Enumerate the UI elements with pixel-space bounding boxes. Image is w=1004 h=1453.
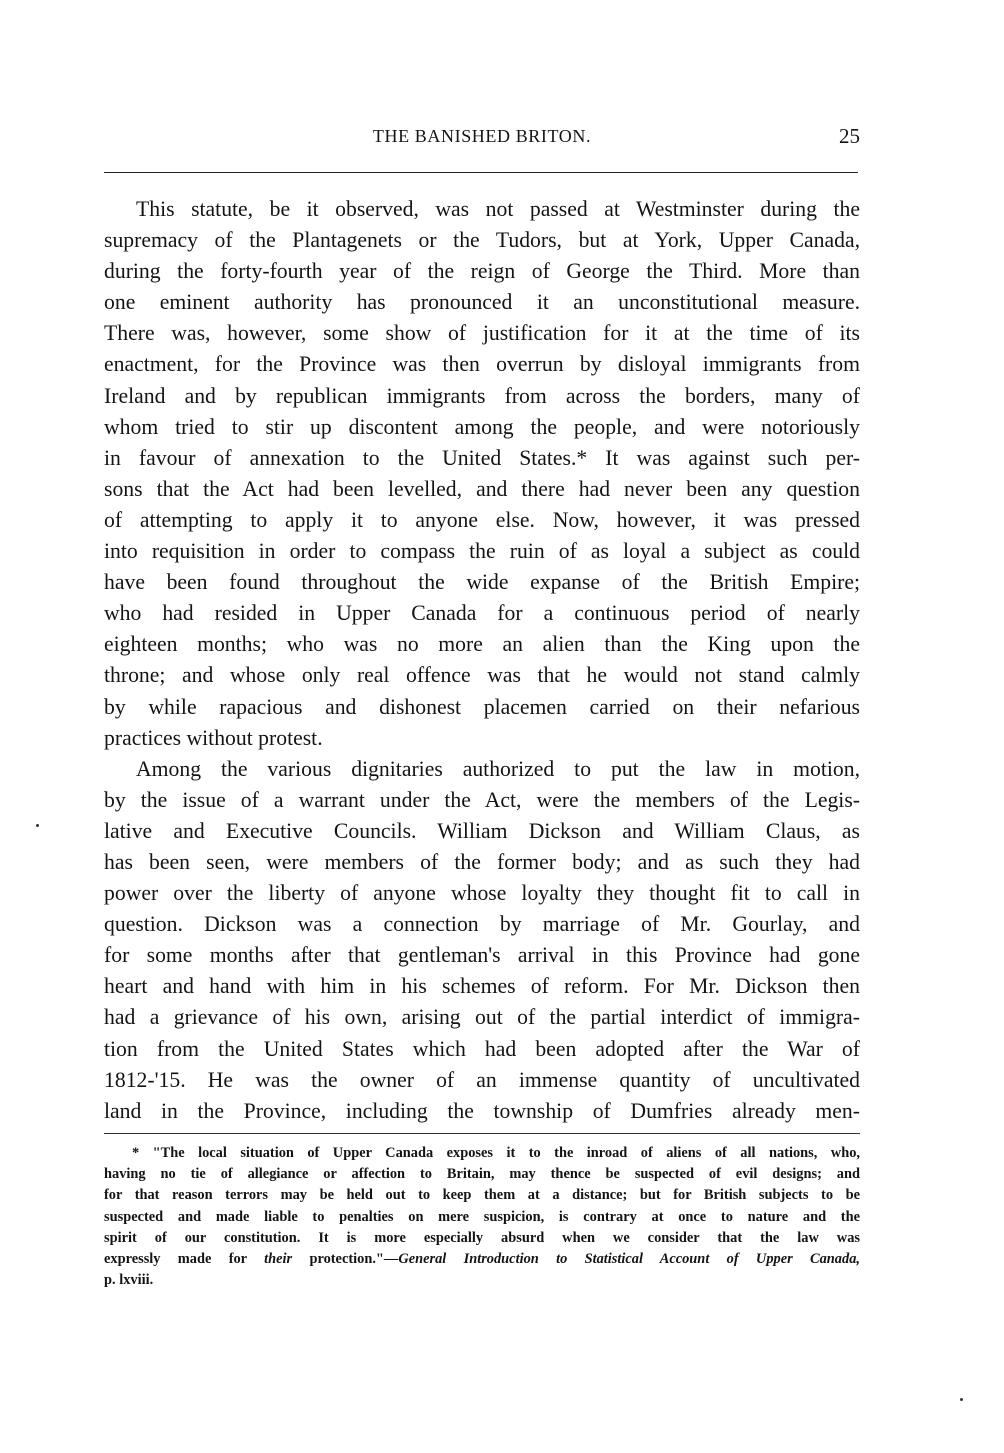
text-line: This statute, be it observed, was not passed at Westminster during the (136, 197, 860, 221)
text-line: of attempting to apply it to anyone else. Now, however, it was pressed (104, 507, 860, 532)
footnote-page-ref: p. lxviii. (104, 1272, 154, 1289)
page-number: 25 (839, 124, 860, 148)
text-line: has been seen, were members of the former body; and as such they had (104, 849, 860, 874)
text-line: sons that the Act had been levelled, and there had never been any question (104, 476, 860, 501)
text-line: during the forty-fourth year of the reign of George the Third. More than (104, 259, 860, 284)
text-line: question. Dickson was a connection by marriage of Mr. Gourlay, and (104, 912, 860, 937)
text-line: 1812-'15. He was the owner of an immense quantity of uncultivated (104, 1067, 860, 1092)
text-line: eighteen months; who was no more an alien than the King upon the (104, 632, 860, 657)
text-line: have been found throughout the wide expanse of the British Empire; (104, 570, 860, 595)
scan-speck (36, 824, 39, 827)
text-line: in favour of annexation to the United States.* It was against such per- (104, 445, 860, 470)
scan-speck (960, 1398, 963, 1401)
footnote-line: * "The local situation of Upper Canada exposes it to the inroad of aliens of all nations, who, (132, 1145, 860, 1161)
text-line: practices without protest. (104, 725, 323, 750)
running-title: THE BANISHED BRITON. (372, 126, 592, 146)
footnote-text: protection."— (292, 1251, 399, 1268)
text-line: supremacy of the Plantagenets or the Tudors, but at York, Upper Canada, (104, 228, 860, 253)
main-text (104, 194, 860, 1127)
text-line: had a grievance of his own, arising out of the partial interdict of immigra- (104, 1005, 860, 1030)
footnote-rule (104, 1133, 860, 1134)
text-line: There was, however, some show of justification for it at the time of its (104, 321, 860, 346)
text-line: power over the liberty of anyone whose loyalty they thought fit to call in (104, 881, 860, 906)
footnote-line: having no tie of allegiance or affection to Britain, may thence be suspected of evil designs; and (104, 1166, 860, 1183)
paragraph-2 (104, 754, 860, 1127)
text-line: enactment, for the Province was then overrun by disloyal immigrants from (104, 352, 860, 377)
footnote-line: suspected and made liable to penalties on mere suspicion, is contrary at once to nature and the (104, 1208, 860, 1225)
text-line: lative and Executive Councils. William Dickson and William Claus, as (104, 818, 860, 843)
text-line: throne; and whose only real offence was that he would not stand calmly (104, 663, 860, 688)
footnote-citation-line (104, 1249, 860, 1270)
running-header (104, 126, 860, 156)
text-line: whom tried to stir up discontent among the people, and were notoriously (104, 414, 860, 439)
footnote-emphasis: their (264, 1251, 293, 1268)
text-line: into requisition in order to compass the ruin of as loyal a subject as could (104, 539, 860, 564)
text-line: Ireland and by republican immigrants from across the borders, many of (104, 383, 860, 408)
text-line: heart and hand with him in his schemes of reform. For Mr. Dickson then (104, 974, 860, 999)
header-rule (104, 172, 858, 173)
paragraph-1 (104, 194, 860, 754)
text-line: who had resided in Upper Canada for a continuous period of nearly (104, 601, 860, 626)
footnote-text: expressly made for (104, 1251, 265, 1268)
footnote (104, 1143, 860, 1291)
text-line: by while rapacious and dishonest placemen carried on their nefarious (104, 694, 860, 719)
text-line: land in the Province, including the township of Dumfries already men- (104, 1098, 860, 1123)
footnote-source: General Introduction to Statistical Account of Upper Canada, (398, 1251, 860, 1268)
text-line: Among the various dignitaries authorized to put the law in motion, (136, 756, 860, 781)
text-line: one eminent authority has pronounced it an unconstitutional measure. (104, 290, 860, 315)
footnote-line: for that reason terrors may be held out to keep them at a distance; but for British subjects to be (104, 1187, 860, 1204)
footnote-line: spirit of our constitution. It is more especially absurd when we consider that the law was (104, 1229, 860, 1246)
text-line: tion from the United States which had been adopted after the War of (104, 1036, 860, 1061)
text-line: for some months after that gentleman's arrival in this Province had gone (104, 943, 860, 968)
text-line: by the issue of a warrant under the Act, were the members of the Legis- (104, 787, 860, 812)
